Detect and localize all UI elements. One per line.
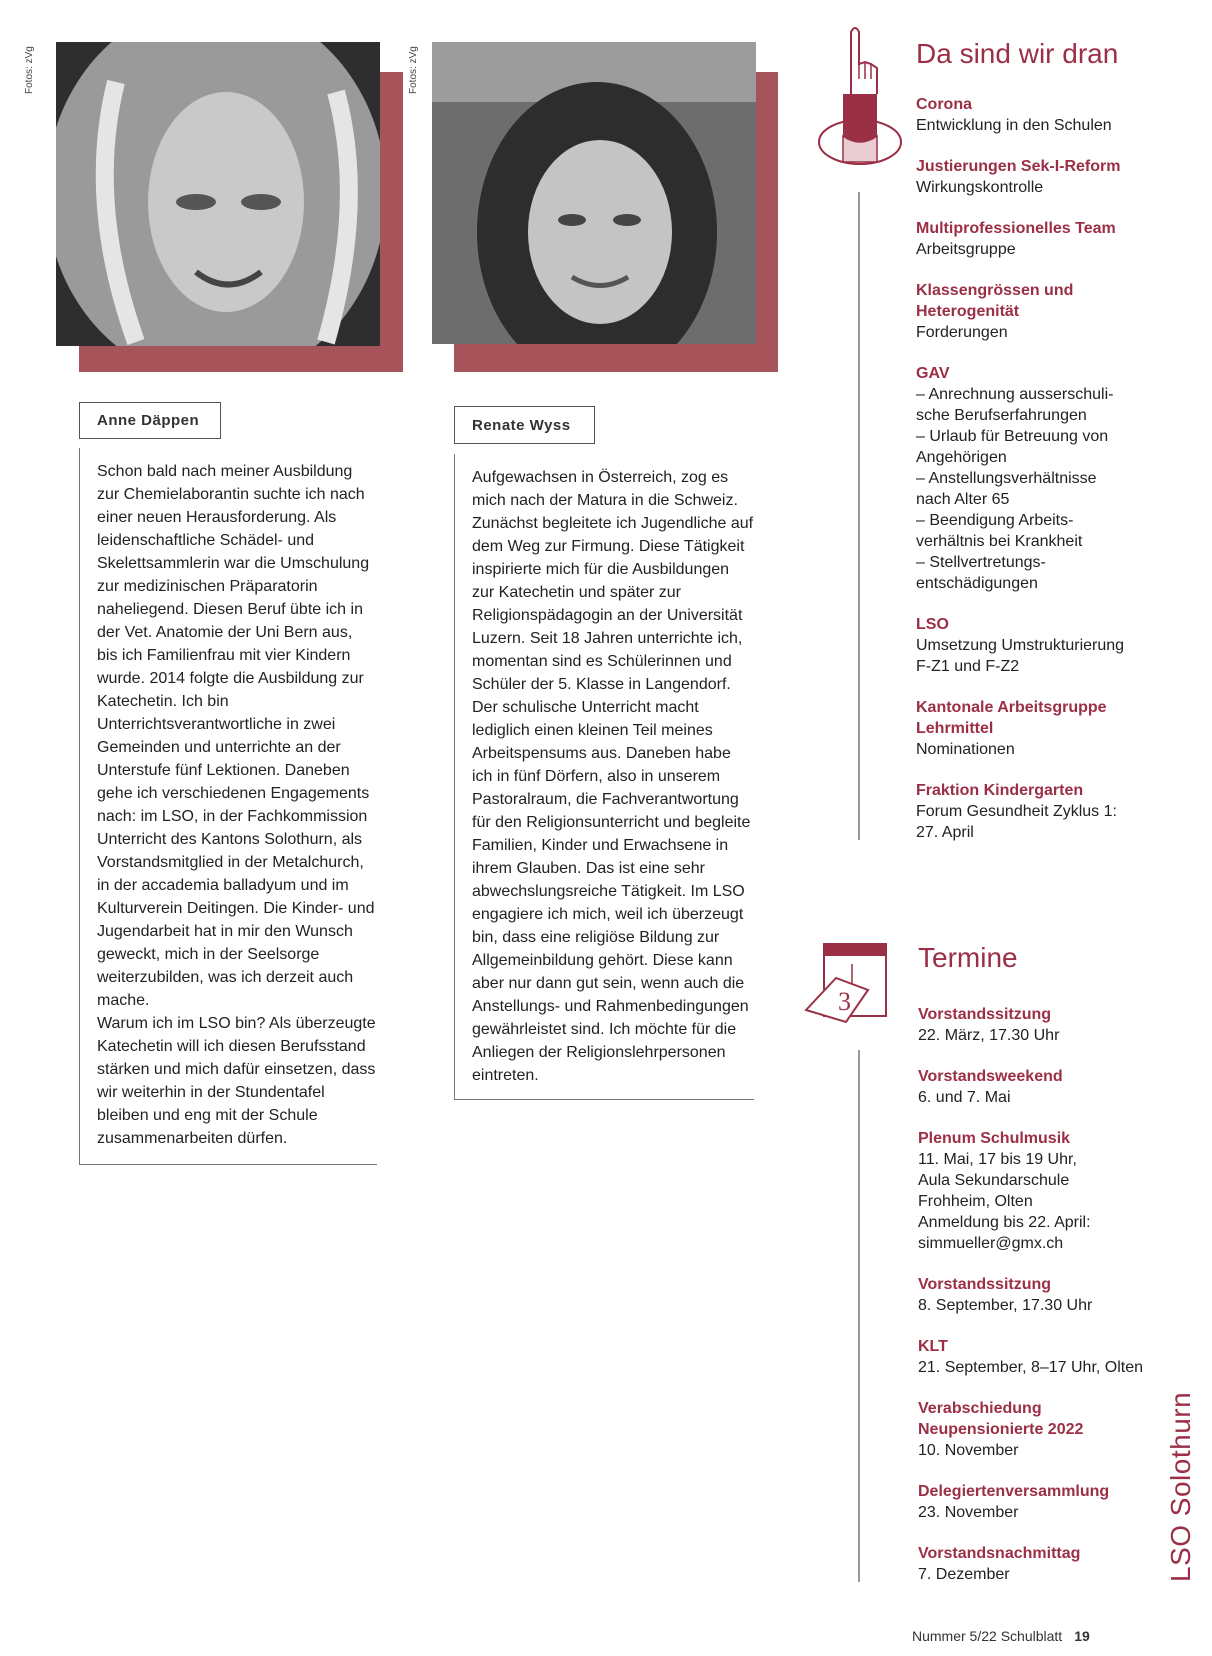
pointing-finger-icon [815,24,905,166]
section-heading-termine: Termine [918,942,1018,973]
column-divider [858,1050,860,1582]
item-title: KLT [918,1338,948,1355]
list-item [918,1398,1168,1461]
termine-list [918,1004,1168,1605]
list-item [916,697,1166,760]
list-item [918,1066,1168,1108]
item-title: Corona [916,96,972,113]
list-item [918,1004,1168,1046]
item-body: 6. und 7. Mai [918,1089,1011,1106]
svg-text:3: 3 [838,987,851,1016]
page-footer [912,1628,1090,1644]
bio-text: Aufgewachsen in Österreich, zog es mich nach der Matura in die Schweiz. Zunächst begleitete ich Jugendliche auf dem Weg zur Firmung. Diese Tätigkeit inspirierte mich für die Ausbildungen zur Katechetin und später zur Religionspädagogin an der Universität Luzern. Seit 18 Jahren unterrichte ich, momentan sind es Schülerinnen und Schüler der 5. Klasse in Langendorf. Der schulische Unterricht macht lediglich einen kleinen Teil meines Arbeitspensums aus. Daneben habe ich in fünf Dörfern, also in unserem Pastoralraum, die Fachverantwortung für den Religionsunterricht und begleite Familien, Kinder und Erwachsene in ihrem Glauben. Das ist eine sehr abwechslungsreiche Tätigkeit. Im LSO engagiere ich mich, weil ich überzeugt bin, dass eine religiöse Bildung zur Allgemeinbildung gehört. Diese kann aber nur dann gut sein, wenn auch die Anstellungs- und Rahmenbedingungen gewährleistet sind. Ich möchte für die Anliegen der Religionslehrpersonen eintreten. [472,469,754,1084]
item-body: 11. Mai, 17 bis 19 Uhr, Aula Sekundarschule Frohheim, Olten Anmeldung bis 22. April: simmueller@gmx.ch [918,1151,1091,1252]
list-item [916,156,1166,198]
list-item [918,1481,1168,1523]
item-body: 21. September, 8–17 Uhr, Olten [918,1359,1144,1376]
item-title: Plenum Schulmusik [918,1130,1071,1147]
side-label: LSO Solothurn [1165,1391,1196,1582]
list-item [916,780,1166,843]
photo-credit: Fotos: zVg [24,46,35,94]
bio-text: Schon bald nach meiner Ausbildung zur Chemielaborantin suchte ich nach einer neuen Herausforderung. Als leidenschaftliche Schädel- und Skelettsammlerin war die Umschulung zur medizinischen Präparatorin naheliegend. Diesen Beruf übte ich in der Vet. Anatomie der Uni Bern aus, bis ich Familienfrau mit vier Kindern wurde. 2014 folgte die Ausbildung zur Katechetin. Ich bin Unterrichtsverantwortliche in zwei Gemeinden und unterrichte an der Unterstufe fünf Lektionen. Daneben gehe ich verschiedenen Engagements nach: im LSO, in der Fachkommission Unterricht des Kantons Solothurn, als Vorstandsmitglied in der Metalchurch, in der accademia balladyum und im Kulturverein Deitingen. Die Kinder- und Jugendarbeit hat in mir den Wunsch geweckt, mich in der Seelsorge weiterzubilden, was ich derzeit auch mache. [97,463,375,1009]
issue-label: Nummer 5/22 Schulblatt [912,1628,1063,1644]
item-title: Multiprofessionelles Team [916,220,1116,237]
bio-renate [454,454,754,1100]
item-title: Fraktion Kindergarten [916,782,1084,799]
list-item [916,94,1166,136]
item-title: Verabschiedung Neupensionierte 2022 [918,1400,1084,1438]
list-item [916,614,1166,677]
list-item [918,1543,1168,1585]
list-item [916,363,1166,594]
item-body: Nominationen [916,741,1015,758]
item-title: Justierungen Sek-I-Reform [916,158,1121,175]
calendar-icon [802,938,892,1024]
item-title: Kantonale Arbeitsgruppe Lehrmittel [916,699,1107,737]
item-body: Entwicklung in den Schulen [916,117,1112,134]
item-title: Klassengrössen und Heterogenität [916,282,1074,320]
item-body: 23. November [918,1504,1019,1521]
item-body: Forderungen [916,324,1008,341]
item-title: GAV [916,365,950,382]
list-item [918,1274,1168,1316]
item-body: Umsetzung Umstrukturierung F-Z1 und F-Z2 [916,637,1125,675]
item-body: Arbeitsgruppe [916,241,1016,258]
item-body: 10. November [918,1442,1019,1459]
item-title: Vorstandsweekend [918,1068,1063,1085]
column-divider [858,192,860,840]
item-title: Vorstandsnachmittag [918,1545,1081,1562]
page-number: 19 [1074,1628,1090,1644]
item-body: Wirkungskontrolle [916,179,1044,196]
portrait-photo-anne [56,42,380,346]
bio-anne [79,448,377,1165]
item-body: – Anrechnung ausserschuli- sche Berufserfahrungen – Urlaub für Betreuung von Angehörigen – Anstellungsverhältnisse nach Alter 65 – Beendigung Arbeits- verhältnis bei Krankheit – Stellvertretungs- entschädigungen [916,386,1114,592]
dran-list [916,94,1166,863]
section-heading-dran: Da sind wir dran [916,38,1119,69]
list-item [916,218,1166,260]
list-item [918,1128,1168,1254]
photo-credit: Fotos: zVg [408,46,419,94]
item-title: Delegiertenversammlung [918,1483,1110,1500]
item-body: 22. März, 17.30 Uhr [918,1027,1060,1044]
item-body: 7. Dezember [918,1566,1010,1583]
item-title: LSO [916,616,949,633]
list-item [916,280,1166,343]
item-body: 8. September, 17.30 Uhr [918,1297,1093,1314]
item-title: Vorstandssitzung [918,1006,1052,1023]
name-label-renate: Renate Wyss [454,406,595,444]
name-label-anne: Anne Däppen [79,402,221,439]
list-item [918,1336,1168,1378]
item-title: Vorstandssitzung [918,1276,1052,1293]
item-body: Forum Gesundheit Zyklus 1: 27. April [916,803,1117,841]
bio-text-2: Warum ich im LSO bin? Als überzeugte Katechetin will ich diesen Berufsstand stärken und mich dafür einsetzen, dass wir weiterhin in der Stundentafel bleiben und eng mit der Schule zusammenarbeiten dürfen. [97,1015,376,1147]
portrait-photo-renate [432,42,756,344]
